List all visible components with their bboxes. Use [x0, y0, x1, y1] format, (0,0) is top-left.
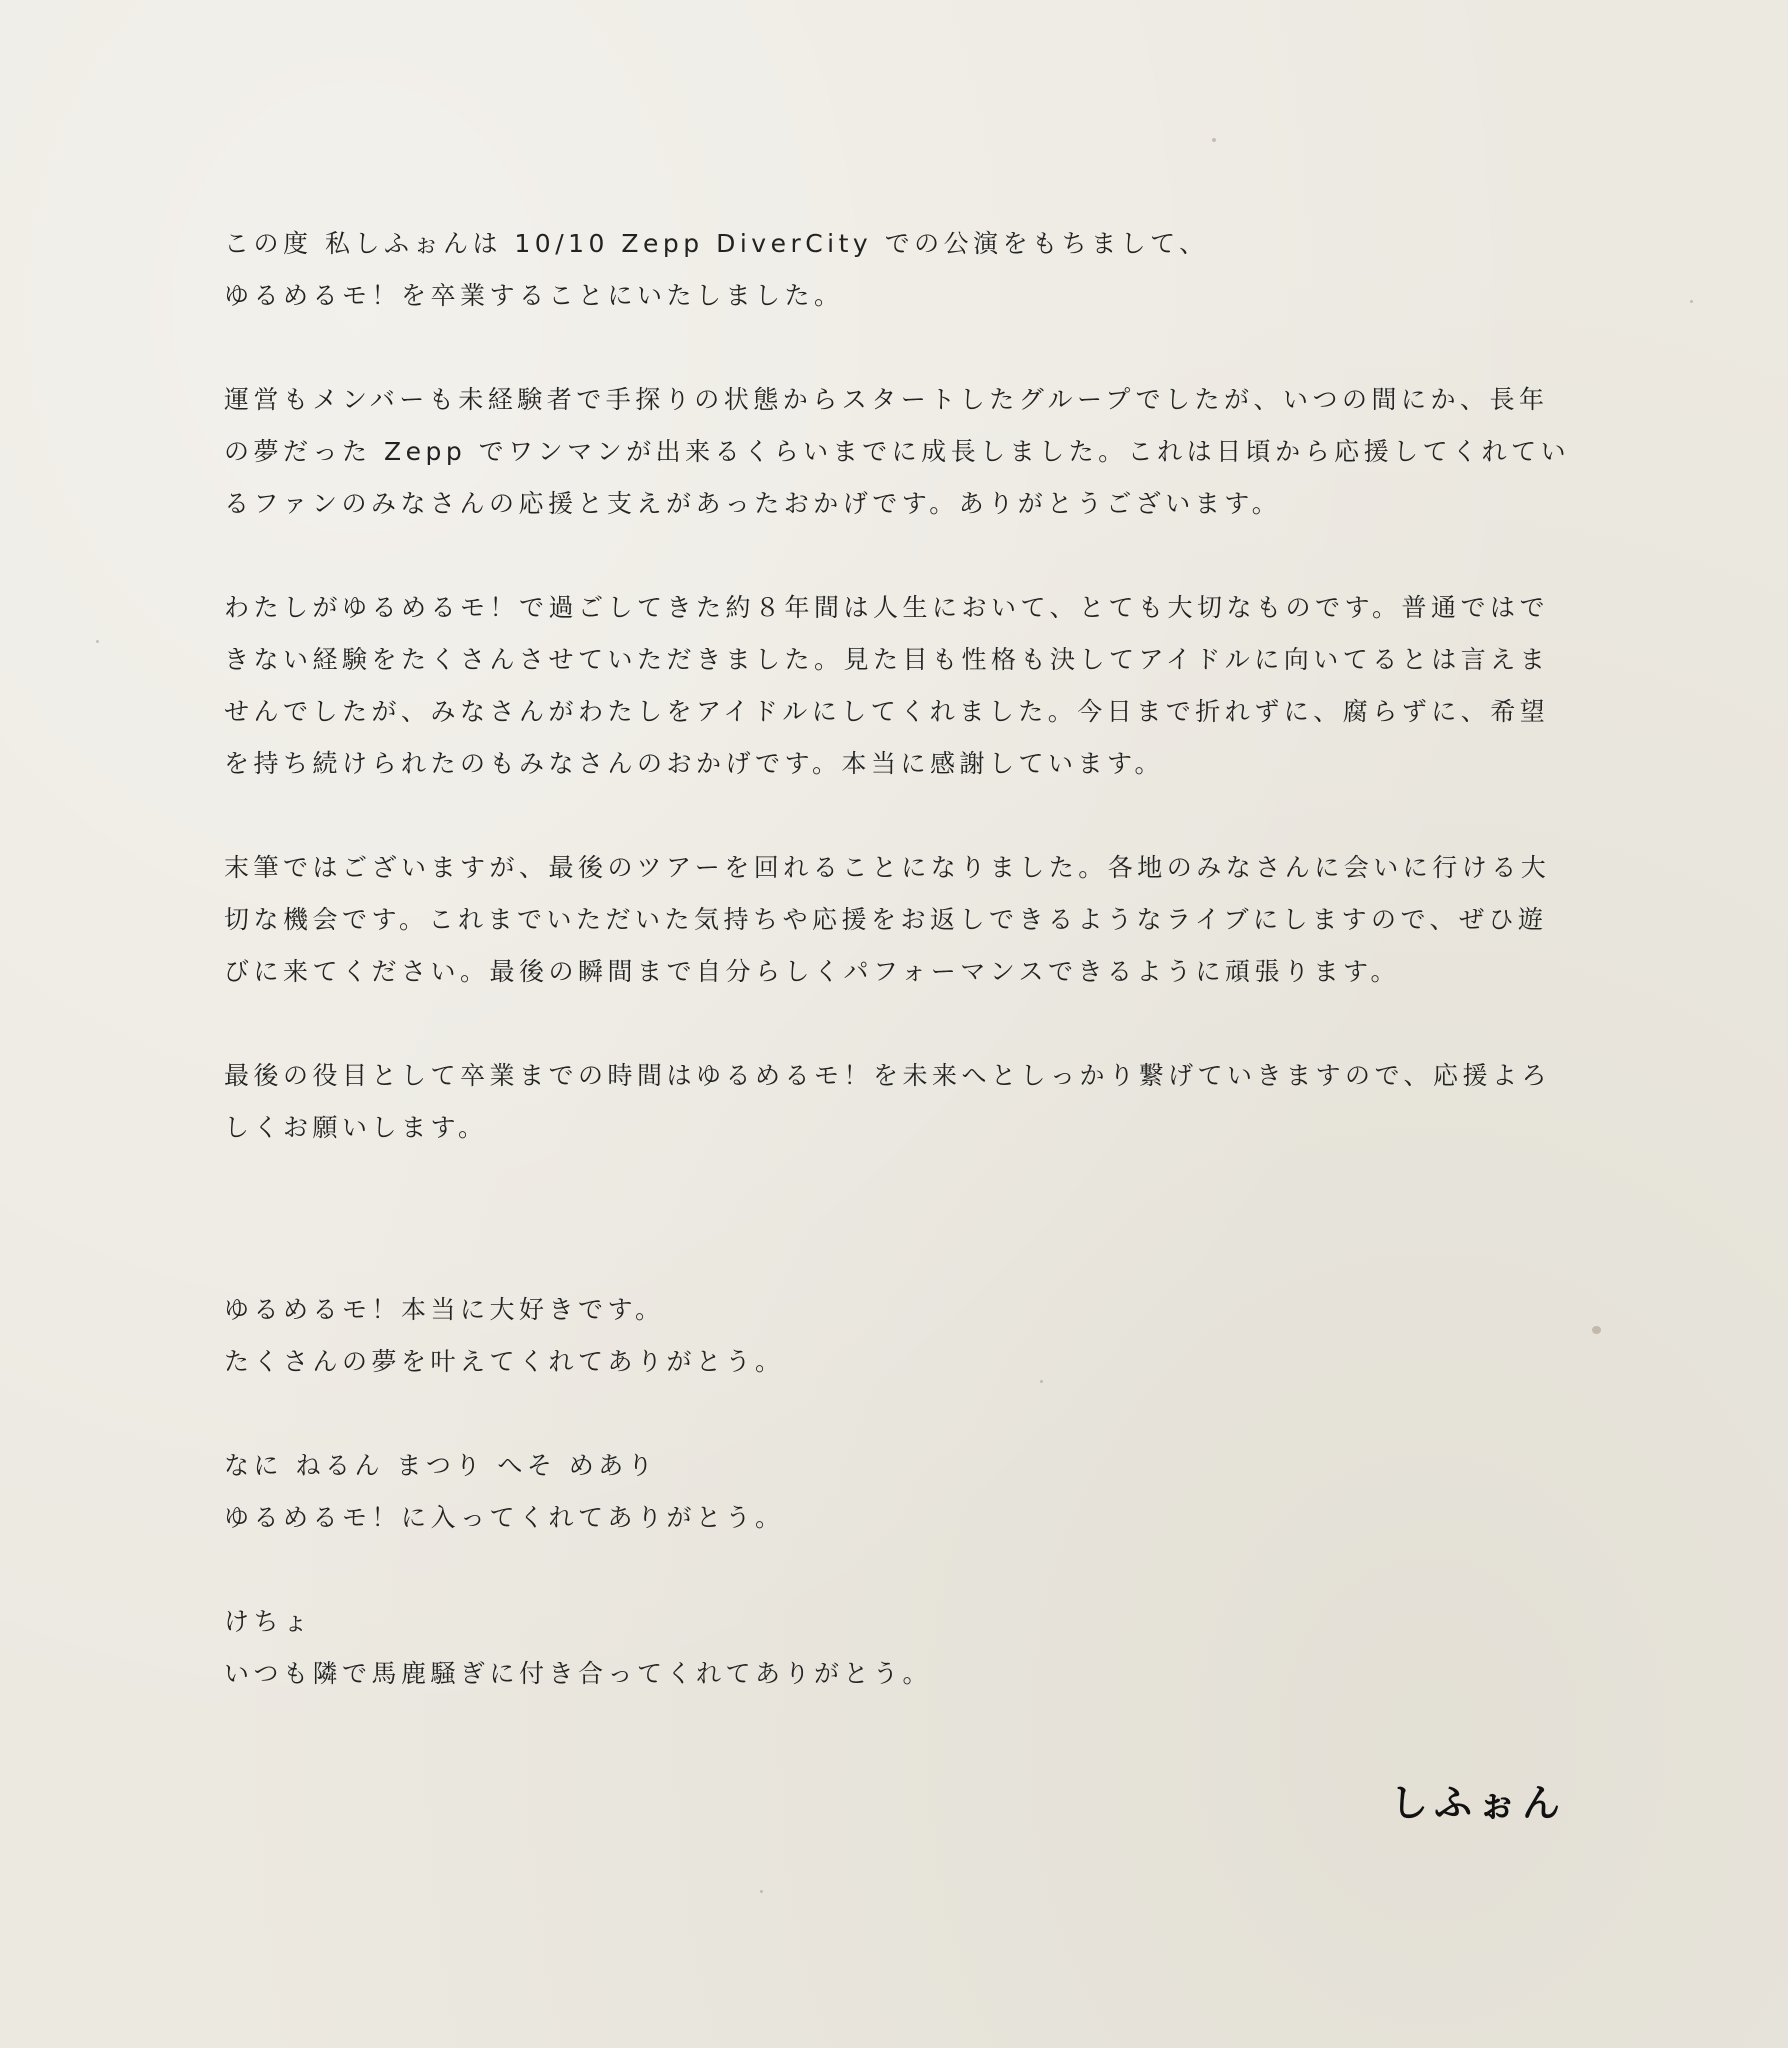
paper-speck — [1212, 138, 1216, 142]
letter-line: わたしがゆるめるモ！で過ごしてきた約８年間は人生において、とても大切なものです。普通ではで — [224, 593, 1550, 622]
paper-speck — [1690, 300, 1693, 303]
paragraph-announcement — [224, 218, 1574, 322]
letter-line: 運営もメンバーも未経験者で手探りの状態からスタートしたグループでしたが、いつの間にか、長年 — [224, 385, 1549, 414]
letter-line: しくお願いします。 — [224, 1113, 488, 1142]
letter-line: ゆるめるモ！に入ってくれてありがとう。 — [224, 1503, 785, 1532]
letter-line: の夢だった Zepp でワンマンが出来るくらいまでに成長しました。これは日頃から応援してくれてい — [224, 437, 1571, 466]
paragraph-final-tour — [224, 842, 1574, 998]
paper-speck — [1592, 1326, 1601, 1334]
letter-line: 最後の役目として卒業までの時間はゆるめるモ！を未来へとしっかり繋げていきますので、応援よろ — [224, 1061, 1552, 1090]
letter-line: けちょ — [224, 1607, 313, 1636]
paper-speck — [96, 640, 99, 643]
paragraph-growth — [224, 374, 1574, 530]
signature: しふぉん — [1389, 1781, 1566, 1825]
paragraph-members-message — [224, 1440, 1574, 1544]
letter-line: ゆるめるモ！を卒業することにいたしました。 — [224, 281, 844, 310]
letter-line: せんでしたが、みなさんがわたしをアイドルにしてくれました。今日まで折れずに、腐らずに、希望 — [224, 697, 1550, 726]
letter-line: たくさんの夢を叶えてくれてありがとう。 — [224, 1347, 785, 1376]
letter-line: 切な機会です。これまでいただいた気持ちや応援をお返しできるようなライブにしますので、ぜひ遊 — [224, 905, 1548, 934]
letter-line: なに ねるん まつり へそ めあり — [224, 1451, 658, 1480]
letter-line: を持ち続けられたのもみなさんのおかげです。本当に感謝しています。 — [224, 749, 1165, 778]
paragraph-final-role — [224, 1050, 1574, 1154]
letter-line: ゆるめるモ！本当に大好きです。 — [224, 1295, 665, 1324]
letter-line: 末筆ではございますが、最後のツアーを回れることになりました。各地のみなさんに会いに行ける大 — [224, 853, 1551, 882]
letter-body — [224, 218, 1574, 1752]
paragraph-eight-years — [224, 582, 1574, 790]
letter-line: るファンのみなさんの応援と支えがあったおかげです。ありがとうございます。 — [224, 489, 1282, 518]
letter-line: いつも隣で馬鹿騒ぎに付き合ってくれてありがとう。 — [224, 1659, 933, 1688]
letter-line: びに来てください。最後の瞬間まで自分らしくパフォーマンスできるように頑張ります。 — [224, 957, 1401, 986]
letter-line: きない経験をたくさんさせていただきました。見た目も性格も決してアイドルに向いてるとは言えま — [224, 645, 1550, 674]
paragraph-kecho-message — [224, 1596, 1574, 1700]
paragraph-love-message — [224, 1284, 1574, 1388]
paper-speck — [760, 1890, 763, 1893]
letter-line: この度 私しふぉんは 10/10 Zepp DiverCity での公演をもちまして、 — [224, 229, 1209, 258]
